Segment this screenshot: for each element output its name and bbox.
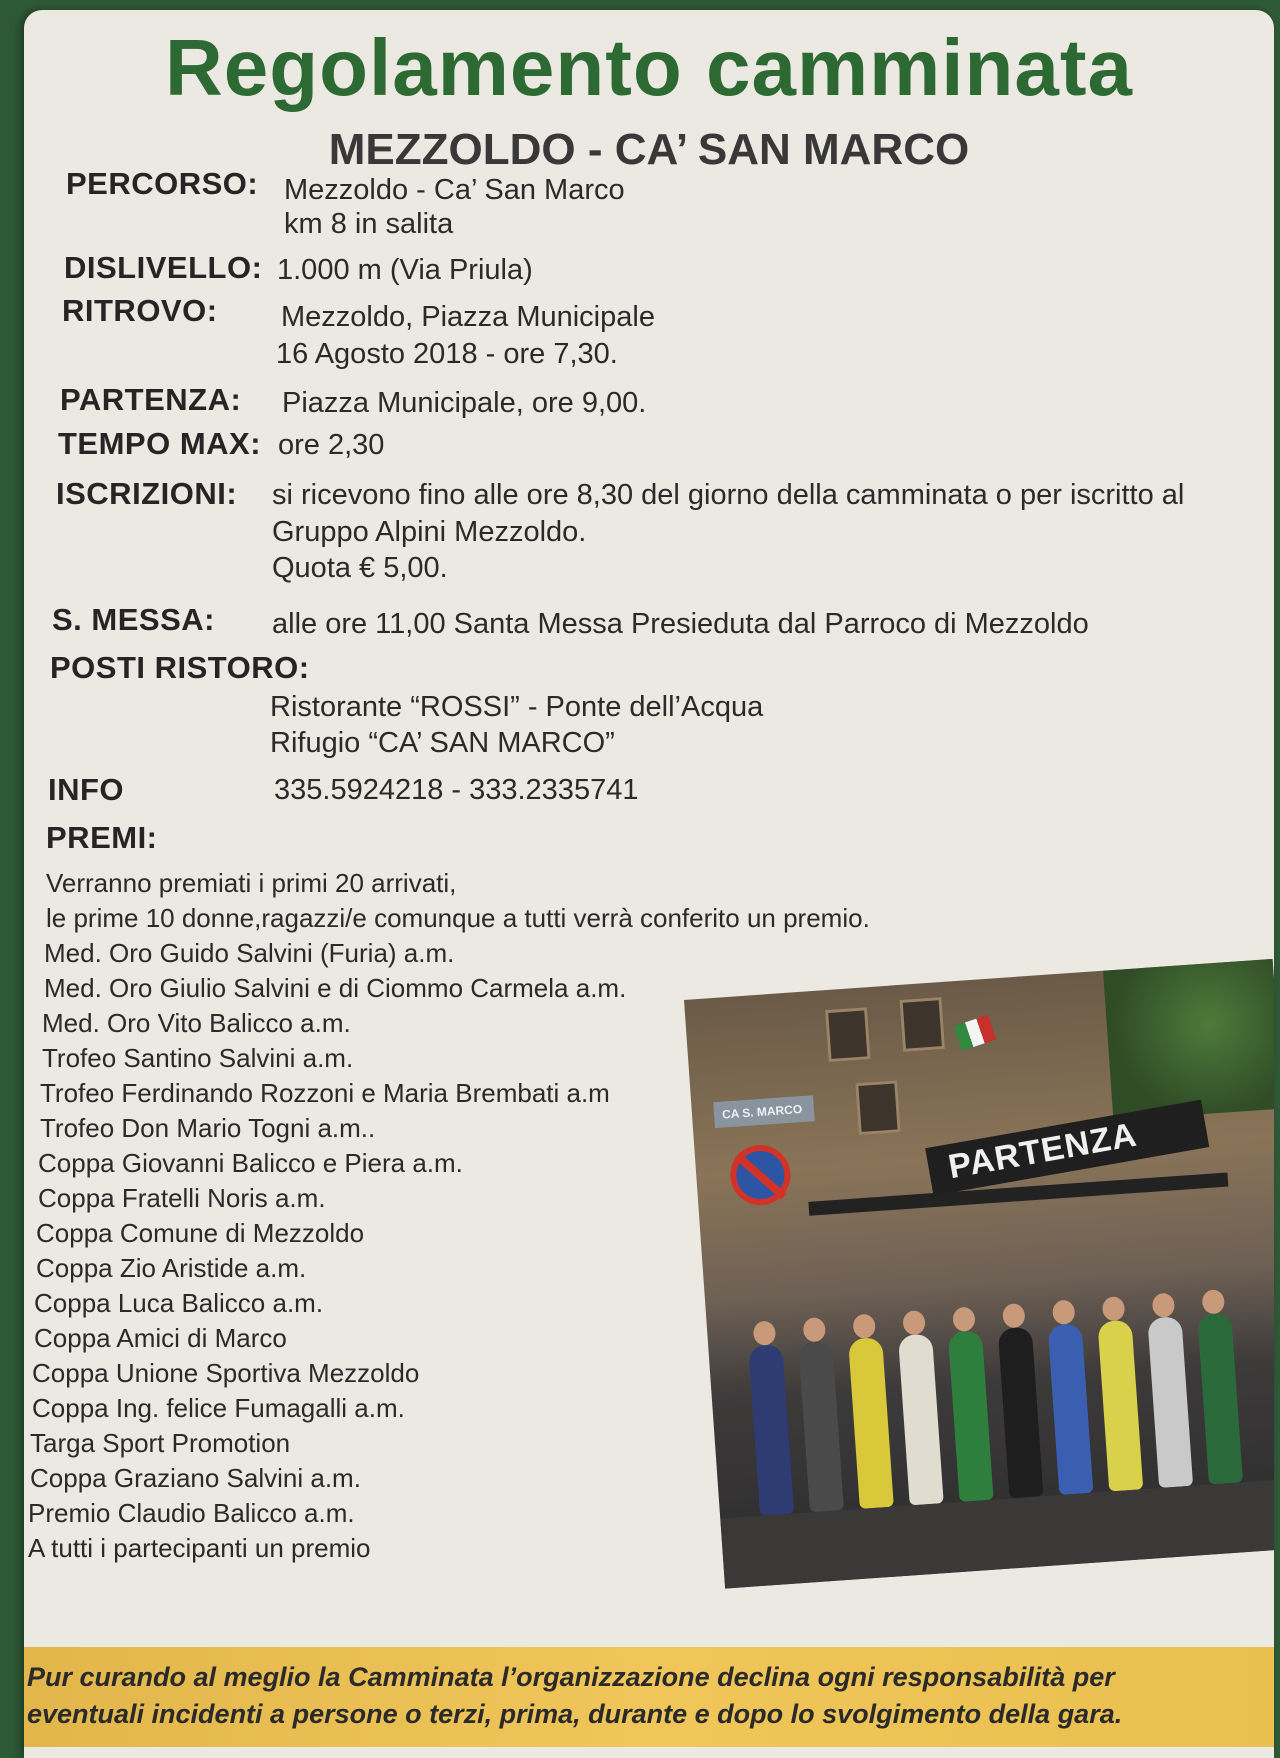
prize-line: Trofeo Santino Salvini a.m. (42, 1043, 354, 1073)
prize-line: Coppa Zio Aristide a.m. (36, 1253, 307, 1283)
trees (1103, 959, 1274, 1120)
prize-line: Trofeo Don Mario Togni a.m.. (40, 1113, 376, 1143)
percorso-line-1: Mezzoldo - Ca’ San Marco (284, 174, 625, 206)
partenza-value: Piazza Municipale, ore 9,00. (282, 387, 647, 419)
iscrizioni-line-1: si ricevono fino alle ore 8,30 del giorno della camminata o per iscritto al (272, 479, 1185, 511)
prize-line: Trofeo Ferdinando Rozzoni e Maria Brembati a.m (40, 1078, 610, 1108)
ristoro-line-2: Rifugio “CA’ SAN MARCO” (270, 727, 615, 759)
tempo-max-label: TEMPO MAX: (58, 426, 262, 461)
disclaimer-line-1: Pur curando al meglio la Camminata l’organizzazione declina ogni responsabilità per (27, 1662, 1115, 1692)
ritrovo-line-1: Mezzoldo, Piazza Municipale (281, 301, 655, 333)
runner (1197, 1313, 1243, 1485)
runner (1097, 1320, 1143, 1492)
road (720, 1478, 1274, 1589)
disclaimer-text (24, 1659, 1122, 1733)
flyer-title: Regolamento camminata (165, 23, 1133, 112)
partenza-label: PARTENZA: (60, 382, 242, 417)
prize-line: Verranno premiati i primi 20 arrivati, (46, 868, 457, 898)
building-window (855, 1080, 901, 1135)
prize-line: Med. Oro Vito Balicco a.m. (42, 1008, 351, 1038)
ristoro-line-1: Ristorante “ROSSI” - Ponte dell’Acqua (270, 691, 764, 723)
prize-line: Med. Oro Guido Salvini (Furia) a.m. (44, 938, 455, 968)
race-start-photo (684, 959, 1274, 1589)
percorso-line-2: km 8 in salita (284, 208, 454, 240)
prize-line: Targa Sport Promotion (30, 1428, 291, 1458)
iscrizioni-label: ISCRIZIONI: (56, 476, 238, 511)
ristoro-label: POSTI RISTORO: (50, 650, 310, 685)
runner (998, 1327, 1044, 1499)
flyer-subtitle: MEZZOLDO - CA’ SAN MARCO (328, 125, 970, 174)
prize-line: Coppa Giovanni Balicco e Piera a.m. (38, 1148, 463, 1178)
runner (1147, 1316, 1193, 1488)
start-banner-text: PARTENZA (945, 1115, 1140, 1187)
disclaimer-banner (24, 1647, 1274, 1747)
building-window (900, 997, 946, 1052)
prize-line: Coppa Fratelli Noris a.m. (38, 1183, 326, 1213)
street-sign: CA S. MARCO (713, 1095, 815, 1128)
runner (748, 1344, 794, 1516)
messa-label: S. MESSA: (52, 602, 215, 637)
prize-line: Coppa Comune di Mezzoldo (36, 1218, 365, 1248)
ritrovo-label: RITROVO: (62, 293, 218, 328)
prize-line: Coppa Graziano Salvini a.m. (30, 1463, 361, 1493)
iscrizioni-line-2: Gruppo Alpini Mezzoldo. (272, 516, 587, 548)
prize-line: Med. Oro Giulio Salvini e di Ciommo Carmela a.m. (44, 973, 627, 1003)
no-parking-sign-icon (728, 1143, 792, 1207)
building-window (825, 1007, 871, 1062)
flyer-page (24, 10, 1274, 1758)
iscrizioni-line-3: Quota € 5,00. (272, 552, 448, 584)
prize-line: Coppa Luca Balicco a.m. (34, 1288, 324, 1318)
prize-line: A tutti i partecipanti un premio (28, 1533, 371, 1563)
percorso-label: PERCORSO: (66, 166, 259, 201)
dislivello-value: 1.000 m (Via Priula) (277, 254, 533, 286)
prize-line: Coppa Amici di Marco (34, 1323, 287, 1353)
ritrovo-line-2: 16 Agosto 2018 - ore 7,30. (276, 338, 618, 370)
info-label: INFO (48, 772, 125, 807)
prize-line: le prime 10 donne,ragazzi/e comunque a tutti verrà conferito un premio. (46, 903, 870, 933)
messa-value: alle ore 11,00 Santa Messa Presieduta dal Parroco di Mezzoldo (272, 608, 1089, 640)
runner (798, 1340, 844, 1512)
premi-label: PREMI: (46, 820, 158, 855)
prize-line: Premio Claudio Balicco a.m. (28, 1498, 355, 1528)
runner (1048, 1323, 1094, 1495)
dislivello-label: DISLIVELLO: (64, 250, 263, 285)
info-value: 335.5924218 - 333.2335741 (274, 774, 639, 806)
tempo-max-value: ore 2,30 (278, 429, 385, 461)
runner (948, 1330, 994, 1502)
runner (898, 1334, 944, 1506)
disclaimer-line-2: eventuali incidenti a persone o terzi, prima, durante e dopo lo svolgimento della gara. (27, 1699, 1123, 1729)
prize-line: Coppa Ing. felice Fumagalli a.m. (32, 1393, 405, 1423)
runner (848, 1337, 894, 1509)
italian-flag (954, 1015, 997, 1051)
prize-line: Coppa Unione Sportiva Mezzoldo (32, 1358, 420, 1388)
